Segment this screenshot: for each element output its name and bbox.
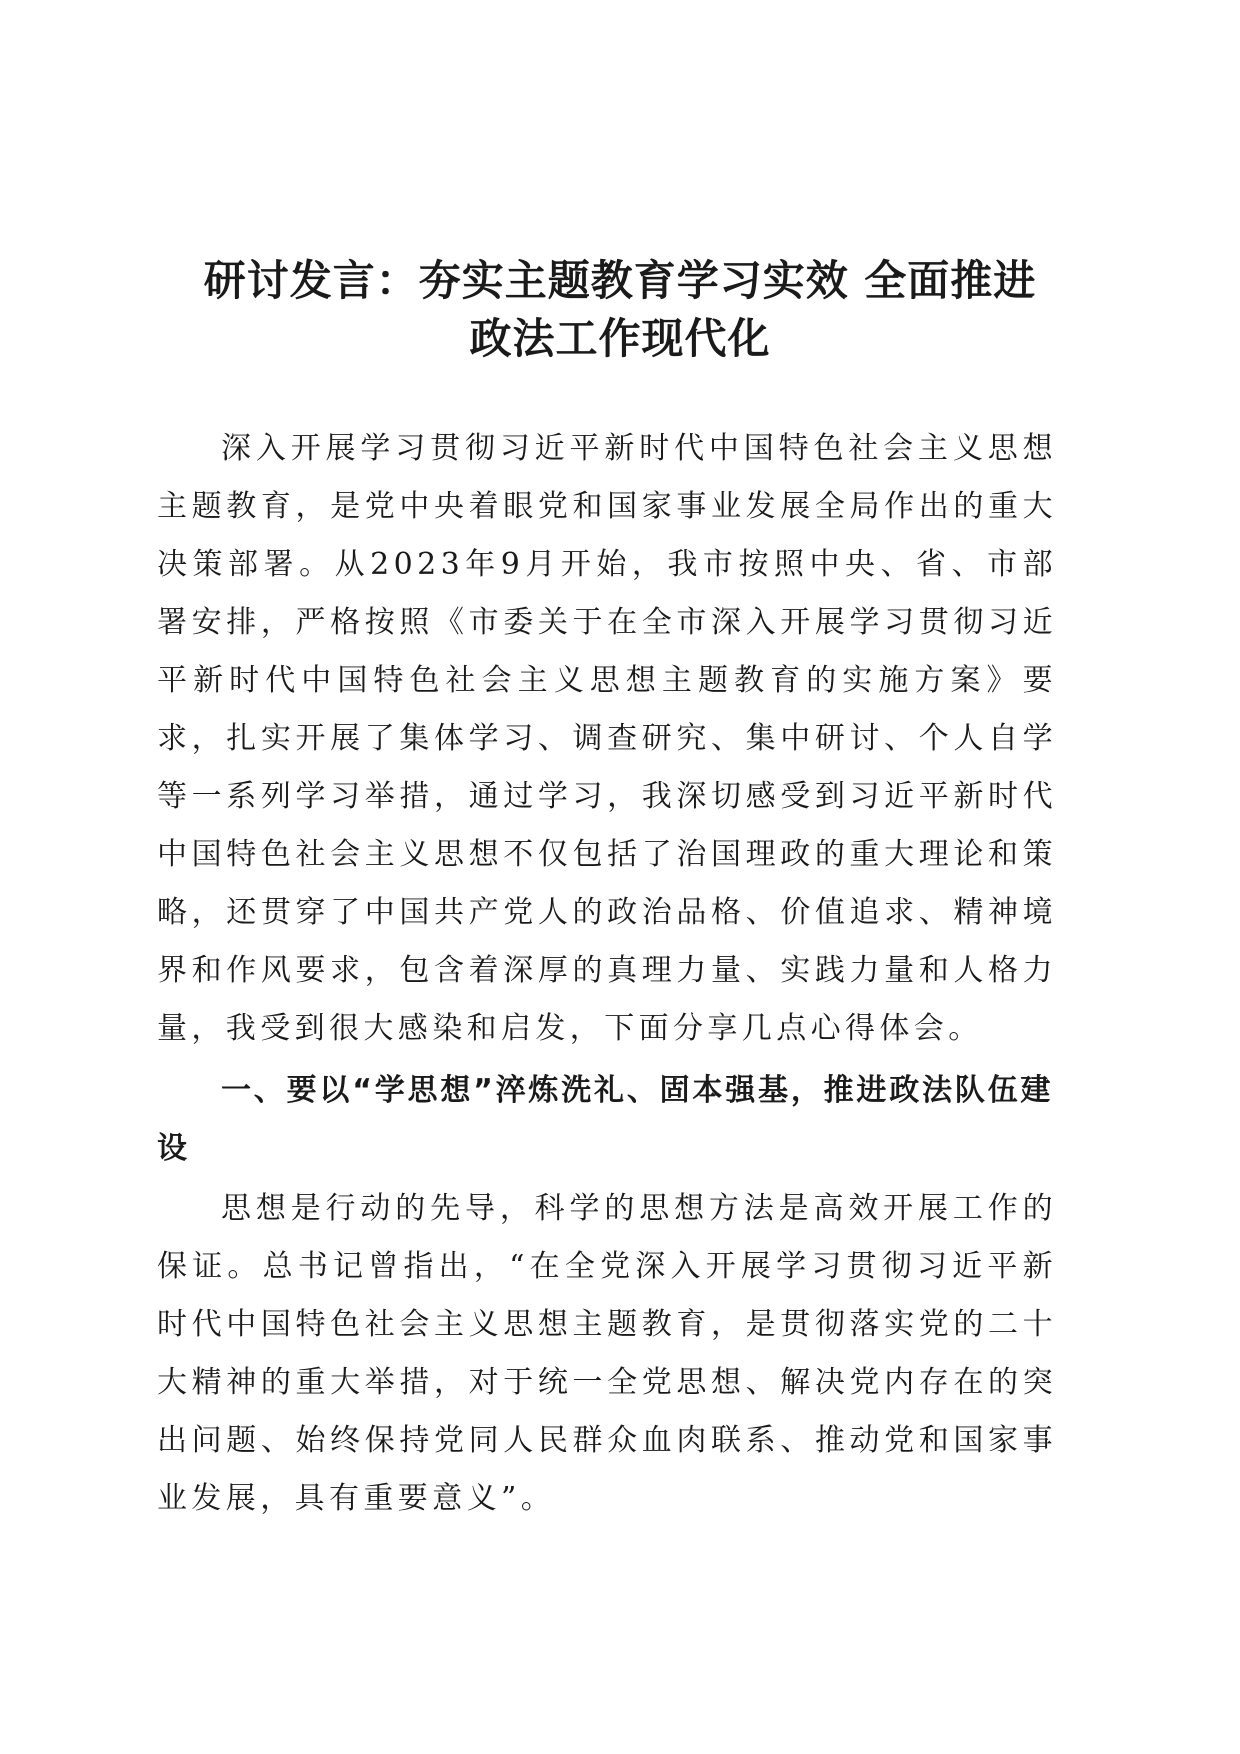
section-1-paragraph: 思想是行动的先导，科学的思想方法是高效开展工作的保证。总书记曾指出，“在全党深入开展学习贯彻习近平新时代中国特色社会主义思想主题教育，是贯彻落实党的二十大精神的重大举措，对于统一全党思想、解决党内存在的突出问题、始终保持党同人民群众血肉联系、推动党和国家事业发展，具有重要意义”。 (157, 1191, 1057, 1516)
title-line-2: 政法工作现代化 (469, 314, 771, 363)
section-heading-1: 一、要以“学思想”淬炼洗礼、固本强基，推进政法队伍建设 (157, 1073, 1054, 1166)
title-line-1: 研讨发言：夯实主题教育学习实效 全面推进 (203, 256, 1037, 305)
intro-paragraph: 深入开展学习贯彻习近平新时代中国特色社会主义思想主题教育，是党中央着眼党和国家事业发展全局作出的重大决策部署。从2023年9月开始，我市按照中央、省、市部署安排，严格按照《市委关于在全市深入开展学习贯彻习近平新时代中国特色社会主义思想主题教育的实施方案》要求，扎实开展了集体学习、调查研究、集中研讨、个人自学等一系列学习举措，通过学习，我深切感受到习近平新时代中国特色社会主义思想不仅包括了治国理政的重大理论和策略，还贯穿了中国共产党人的政治品格、价值追求、精神境界和作风要求，包含着深厚的真理力量、实践力量和人格力量，我受到很大感染和启发，下面分享几点心得体会。 (157, 431, 1057, 1046)
document-title (120, 252, 1120, 368)
